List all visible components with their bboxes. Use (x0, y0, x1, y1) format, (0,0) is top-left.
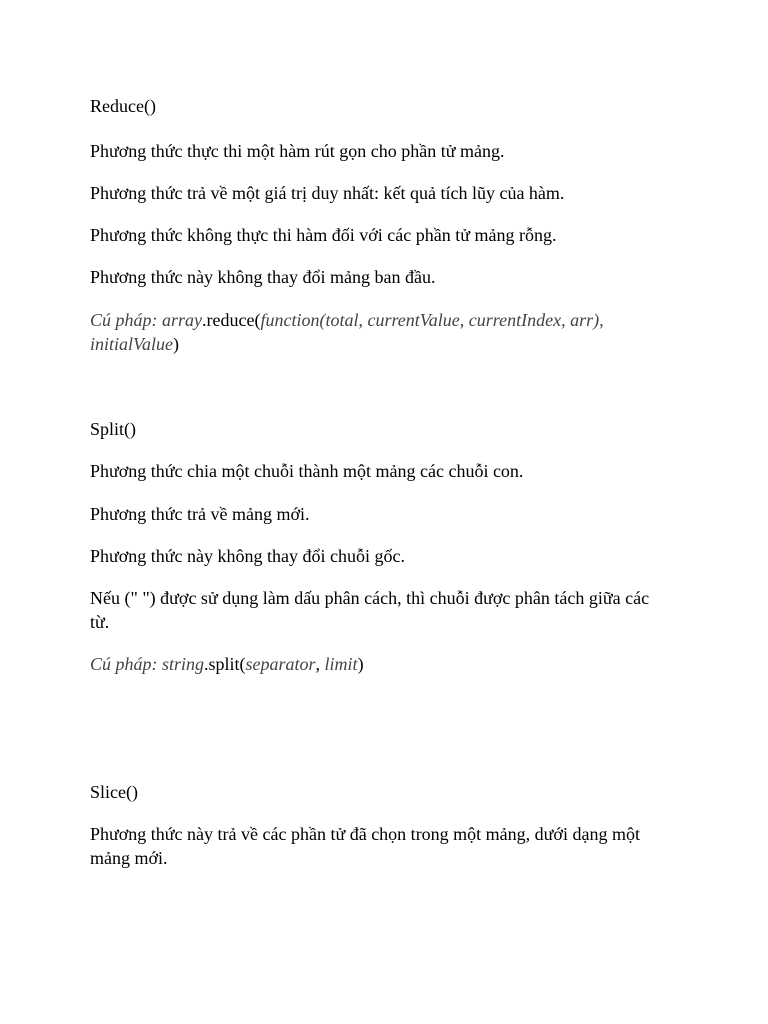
syntax-object: array (162, 310, 202, 330)
split-line-2: Phương thức trả về mảng mới. (90, 504, 310, 524)
syntax-close-paren: ) (357, 654, 364, 674)
split-syntax (90, 652, 690, 676)
syntax-arg-limit: limit (324, 654, 358, 674)
syntax-dot: . (204, 654, 209, 674)
split-heading: Split() (90, 419, 137, 439)
split-line-3: Phương thức này không thay đổi chuỗi gốc. (90, 546, 405, 566)
slice-heading: Slice() (90, 782, 138, 802)
reduce-heading: Reduce() (90, 96, 156, 116)
syntax-comma: , (315, 654, 325, 674)
split-line-4: Nếu (" ") được sử dụng làm dấu phân cách, thì chuỗi được phân tách giữa các từ. (90, 588, 650, 632)
syntax-label: Cú pháp: (90, 310, 162, 330)
reduce-line-4: Phương thức này không thay đổi mảng ban đầu. (90, 267, 436, 287)
syntax-close-paren: ) (173, 334, 179, 354)
syntax-method: reduce (206, 310, 255, 330)
syntax-arg-separator: separator (245, 654, 316, 674)
reduce-syntax (90, 308, 680, 356)
syntax-dot: . (202, 310, 207, 330)
syntax-method: split (208, 654, 240, 674)
syntax-open-paren: ( (254, 310, 261, 330)
syntax-object: string (162, 654, 205, 674)
reduce-line-2: Phương thức trả về một giá trị duy nhất: kết quả tích lũy của hàm. (90, 183, 565, 203)
syntax-args: function(total, currentValue, currentIndex, arr), initialValue (90, 310, 604, 354)
reduce-line-3: Phương thức không thực thi hàm đối với các phần tử mảng rỗng. (90, 225, 557, 245)
slice-line-1: Phương thức này trả về các phần tử đã chọn trong một mảng, dưới dạng một mảng mới. (90, 824, 640, 868)
reduce-line-1: Phương thức thực thi một hàm rút gọn cho phần tử mảng. (90, 141, 505, 161)
syntax-label: Cú pháp: (90, 654, 162, 674)
syntax-open-paren: ( (239, 654, 246, 674)
split-line-1: Phương thức chia một chuỗi thành một mảng các chuỗi con. (90, 461, 524, 481)
